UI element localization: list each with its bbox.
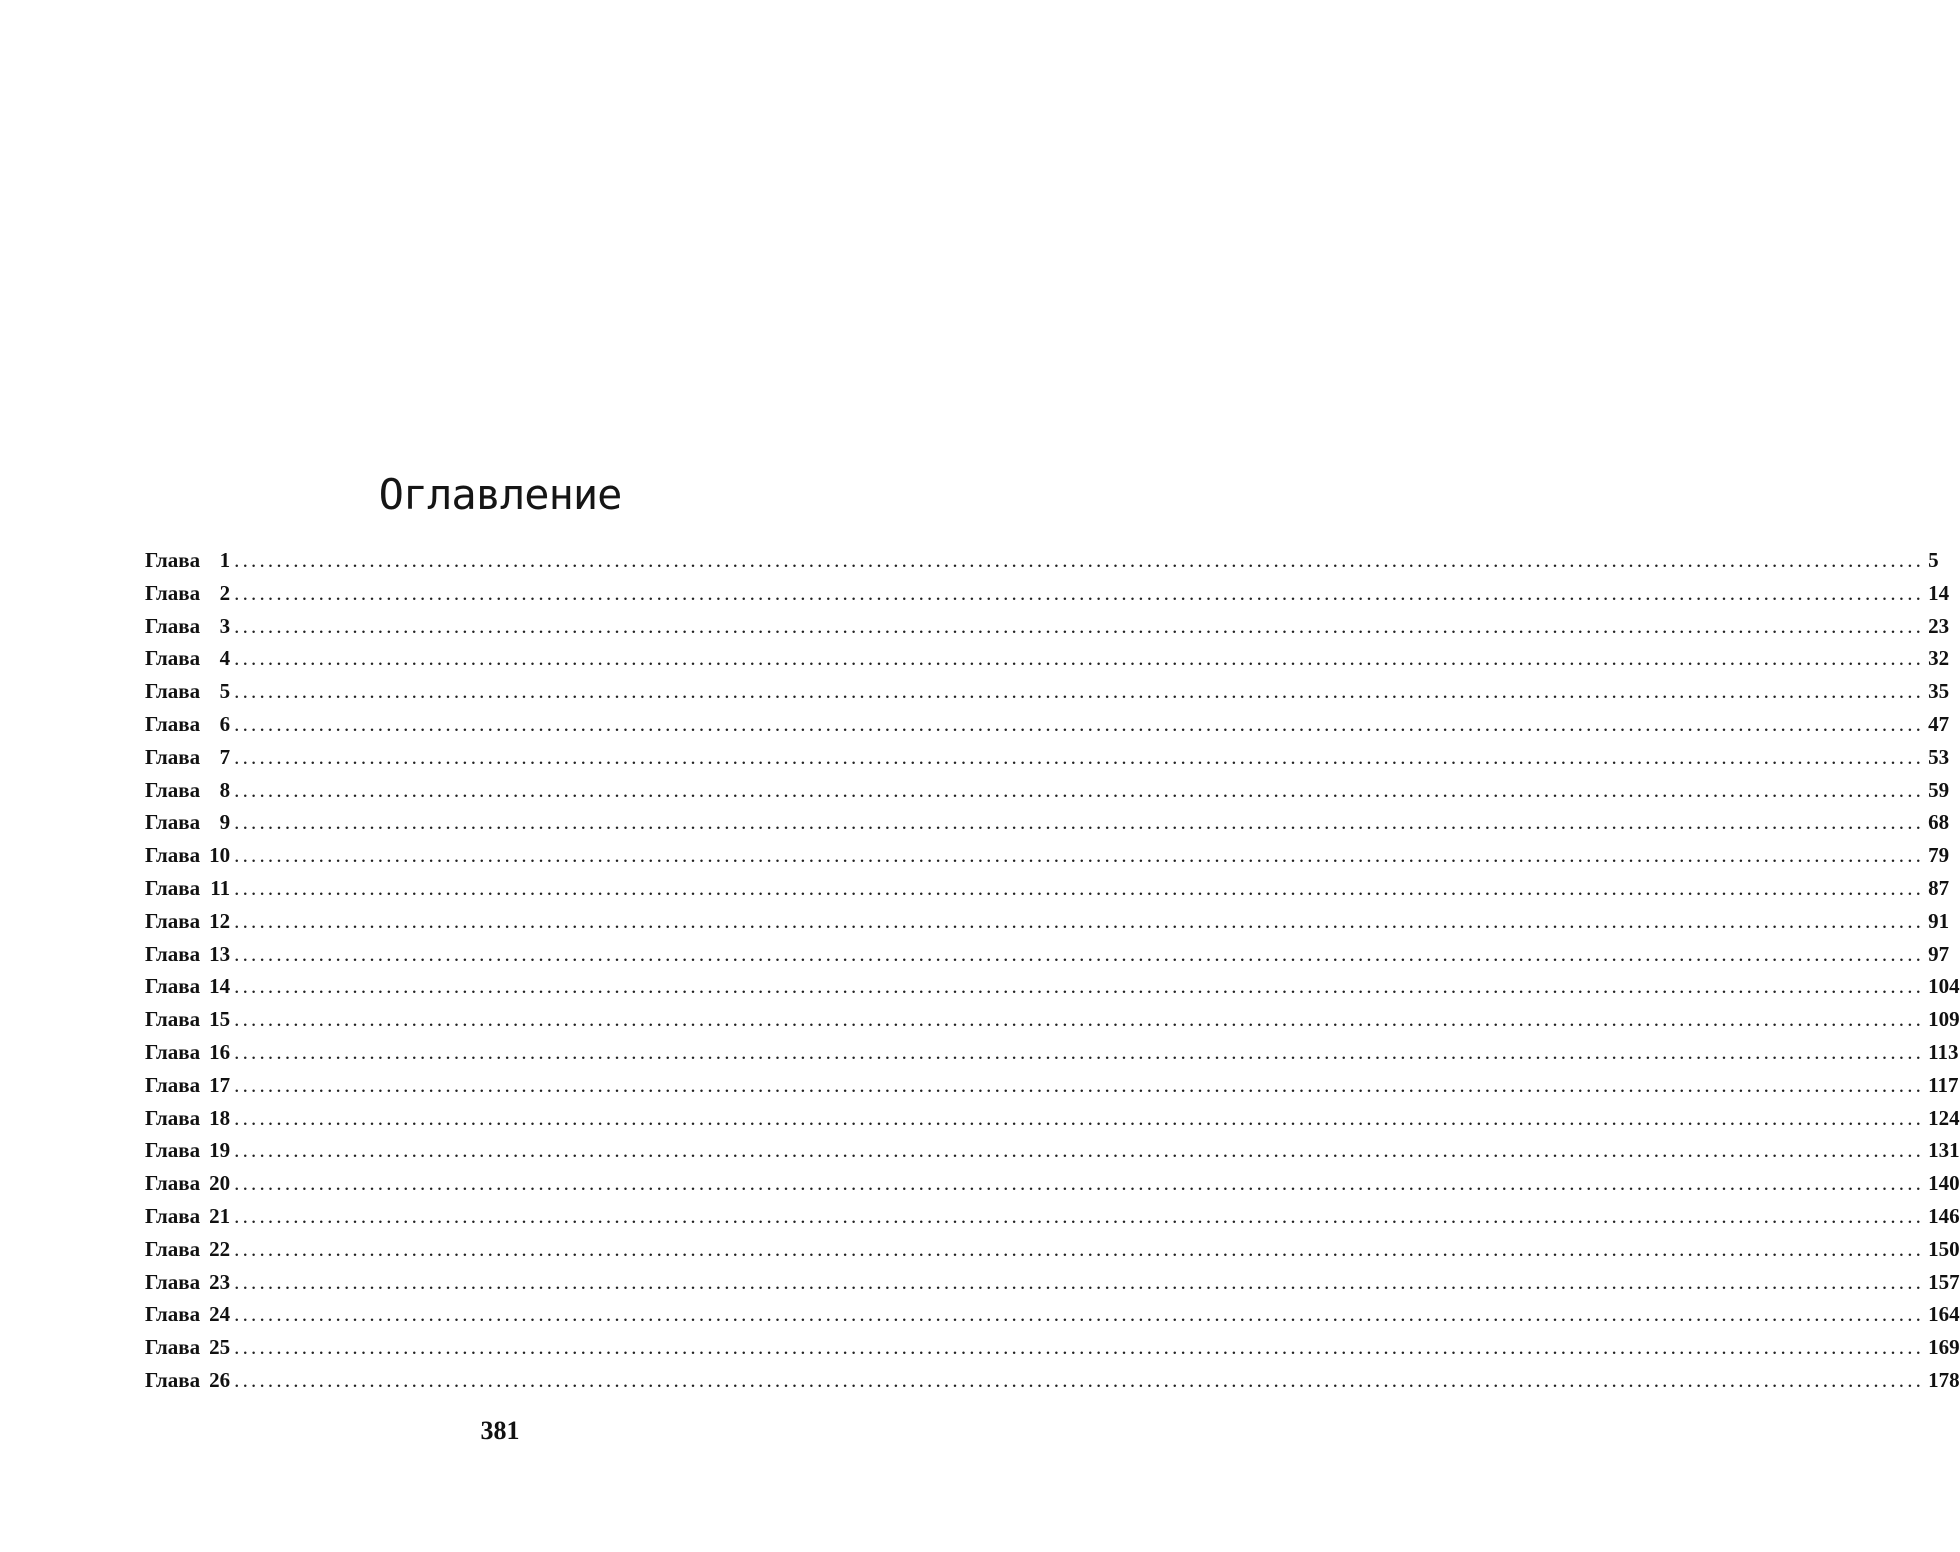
chapter-number: 13 xyxy=(209,941,231,966)
toc-entry xyxy=(145,1072,1959,1106)
chapter-number: 17 xyxy=(209,1072,231,1097)
chapter-page: 87 xyxy=(1928,875,1950,900)
dot-leader: ........................................................................................................................................................................................................ xyxy=(234,875,1925,900)
chapter-number: 22 xyxy=(209,1236,231,1261)
chapter-word: Глава xyxy=(145,1171,201,1196)
dot-leader: ........................................................................................................................................................................................................ xyxy=(234,974,1925,999)
chapter-page: 5 xyxy=(1928,548,1939,572)
toc-entry xyxy=(145,1302,1960,1335)
toc-heading: Оглавление xyxy=(378,470,622,519)
chapter-page: 178 xyxy=(1928,1367,1960,1392)
chapter-page: 79 xyxy=(1928,843,1950,868)
chapter-page: 53 xyxy=(1928,744,1950,769)
dot-leader: ........................................................................................................................................................................................................ xyxy=(234,646,1925,671)
chapter-number: 20 xyxy=(209,1171,231,1196)
chapter-page: 157 xyxy=(1928,1269,1960,1294)
chapter-page: 113 xyxy=(1928,1039,1959,1064)
chapter-number: 16 xyxy=(209,1039,231,1064)
toc-entry xyxy=(145,548,1939,581)
chapter-word: Глава xyxy=(145,1007,201,1032)
dot-leader: ........................................................................................................................................................................................................ xyxy=(234,1072,1925,1097)
chapter-page: 109 xyxy=(1928,1007,1960,1032)
chapter-word: Глава xyxy=(145,1105,201,1130)
toc-entry xyxy=(145,843,1950,876)
chapter-number: 4 xyxy=(219,646,231,671)
toc-entry xyxy=(145,875,1950,909)
chapter-page: 131 xyxy=(1928,1138,1960,1163)
chapter-word: Глава xyxy=(145,744,201,769)
chapter-number: 18 xyxy=(209,1105,231,1130)
chapter-word: Глава xyxy=(145,1236,201,1261)
chapter-number: 10 xyxy=(209,843,231,868)
page-number: 381 xyxy=(480,1416,520,1445)
chapter-page: 91 xyxy=(1928,908,1950,933)
dot-leader: ........................................................................................................................................................................................................ xyxy=(234,1039,1925,1064)
chapter-page: 150 xyxy=(1928,1236,1960,1261)
chapter-word: Глава xyxy=(145,1072,201,1097)
chapter-number: 11 xyxy=(210,875,231,900)
chapter-word: Глава xyxy=(145,843,201,868)
chapter-page: 14 xyxy=(1928,580,1950,605)
dot-leader: ........................................................................................................................................................................................................ xyxy=(234,908,1925,933)
chapter-number: 24 xyxy=(209,1302,231,1327)
chapter-number: 8 xyxy=(219,777,231,802)
toc-entry xyxy=(145,1007,1960,1040)
toc-entry xyxy=(145,1269,1960,1303)
toc-entry xyxy=(145,908,1950,942)
chapter-word: Глава xyxy=(145,810,201,835)
chapter-word: Глава xyxy=(145,711,201,736)
chapter-word: Глава xyxy=(145,1269,201,1294)
dot-leader: ........................................................................................................................................................................................................ xyxy=(234,1105,1925,1130)
chapter-page: 97 xyxy=(1928,941,1950,966)
chapter-word: Глава xyxy=(145,580,201,605)
chapter-number: 1 xyxy=(219,548,231,572)
chapter-word: Глава xyxy=(145,908,201,933)
dot-leader: ........................................................................................................................................................................................................ xyxy=(234,1203,1925,1228)
chapter-word: Глава xyxy=(145,974,201,999)
toc-entry xyxy=(145,1236,1960,1270)
chapter-number: 7 xyxy=(219,744,231,769)
chapter-number: 6 xyxy=(219,711,231,736)
chapter-word: Глава xyxy=(145,1367,201,1392)
dot-leader: ........................................................................................................................................................................................................ xyxy=(234,613,1925,638)
chapter-word: Глава xyxy=(145,777,201,802)
chapter-page: 23 xyxy=(1928,613,1950,638)
chapter-page: 169 xyxy=(1928,1335,1960,1360)
chapter-word: Глава xyxy=(145,613,201,638)
dot-leader: ........................................................................................................................................................................................................ xyxy=(234,580,1925,605)
chapter-number: 21 xyxy=(209,1203,231,1228)
toc-entry xyxy=(145,1171,1960,1204)
chapter-word: Глава xyxy=(145,1138,201,1163)
dot-leader: ........................................................................................................................................................................................................ xyxy=(234,843,1925,868)
chapter-word: Глава xyxy=(145,679,201,704)
chapter-word: Глава xyxy=(145,875,201,900)
chapter-page: 68 xyxy=(1928,810,1950,835)
chapter-page: 104 xyxy=(1928,974,1960,999)
dot-leader: ........................................................................................................................................................................................................ xyxy=(234,777,1925,802)
dot-leader: ........................................................................................................................................................................................................ xyxy=(234,1269,1925,1294)
dot-leader: ........................................................................................................................................................................................................ xyxy=(234,1367,1925,1392)
toc-entry xyxy=(145,1105,1960,1139)
chapter-page: 164 xyxy=(1928,1302,1960,1327)
chapter-number: 19 xyxy=(209,1138,231,1163)
dot-leader: ........................................................................................................................................................................................................ xyxy=(234,1138,1925,1163)
chapter-number: 12 xyxy=(209,908,231,933)
toc-entry xyxy=(145,941,1950,975)
dot-leader: ........................................................................................................................................................................................................ xyxy=(234,711,1925,736)
chapter-page: 146 xyxy=(1928,1203,1960,1228)
dot-leader: ........................................................................................................................................................................................................ xyxy=(234,1007,1925,1032)
toc-entry xyxy=(145,711,1950,745)
chapter-word: Глава xyxy=(145,941,201,966)
toc-entry xyxy=(145,1335,1960,1368)
chapter-number: 2 xyxy=(219,580,231,605)
toc-entry xyxy=(145,613,1950,647)
chapter-page: 117 xyxy=(1928,1072,1959,1097)
dot-leader: ........................................................................................................................................................................................................ xyxy=(234,1171,1925,1196)
chapter-page: 32 xyxy=(1928,646,1950,671)
toc-entry xyxy=(145,1039,1959,1073)
toc-entry xyxy=(145,1138,1960,1171)
chapter-word: Глава xyxy=(145,1335,201,1360)
chapter-number: 25 xyxy=(209,1335,231,1360)
chapter-page: 35 xyxy=(1928,679,1950,704)
chapter-number: 15 xyxy=(209,1007,231,1032)
chapter-number: 14 xyxy=(209,974,231,999)
dot-leader: ........................................................................................................................................................................................................ xyxy=(234,941,1925,966)
chapter-word: Глава xyxy=(145,1203,201,1228)
dot-leader: ........................................................................................................................................................................................................ xyxy=(234,744,1925,769)
chapter-number: 9 xyxy=(219,810,231,835)
dot-leader: ........................................................................................................................................................................................................ xyxy=(234,1236,1925,1261)
chapter-page: 47 xyxy=(1928,711,1950,736)
toc-entry xyxy=(145,1203,1960,1237)
toc-entry xyxy=(145,646,1950,679)
chapter-word: Глава xyxy=(145,548,201,572)
chapter-number: 3 xyxy=(219,613,231,638)
chapter-page: 59 xyxy=(1928,777,1950,802)
chapter-word: Глава xyxy=(145,646,201,671)
chapter-number: 26 xyxy=(209,1367,231,1392)
toc-entry xyxy=(145,974,1960,1007)
toc-entry xyxy=(145,580,1950,614)
toc-entry xyxy=(145,744,1950,778)
table-of-contents xyxy=(145,548,1960,1401)
chapter-number: 23 xyxy=(209,1269,231,1294)
dot-leader: ........................................................................................................................................................................................................ xyxy=(234,810,1925,835)
dot-leader: ........................................................................................................................................................................................................ xyxy=(234,679,1925,704)
chapter-word: Глава xyxy=(145,1039,201,1064)
toc-entry xyxy=(145,679,1950,712)
toc-entry xyxy=(145,777,1950,811)
chapter-word: Глава xyxy=(145,1302,201,1327)
dot-leader: ........................................................................................................................................................................................................ xyxy=(234,548,1925,572)
chapter-page: 140 xyxy=(1928,1171,1960,1196)
toc-entry xyxy=(145,810,1950,843)
chapter-page: 124 xyxy=(1928,1105,1960,1130)
toc-entry xyxy=(145,1367,1960,1401)
chapter-number: 5 xyxy=(219,679,231,704)
dot-leader: ........................................................................................................................................................................................................ xyxy=(234,1335,1925,1360)
dot-leader: ........................................................................................................................................................................................................ xyxy=(234,1302,1925,1327)
